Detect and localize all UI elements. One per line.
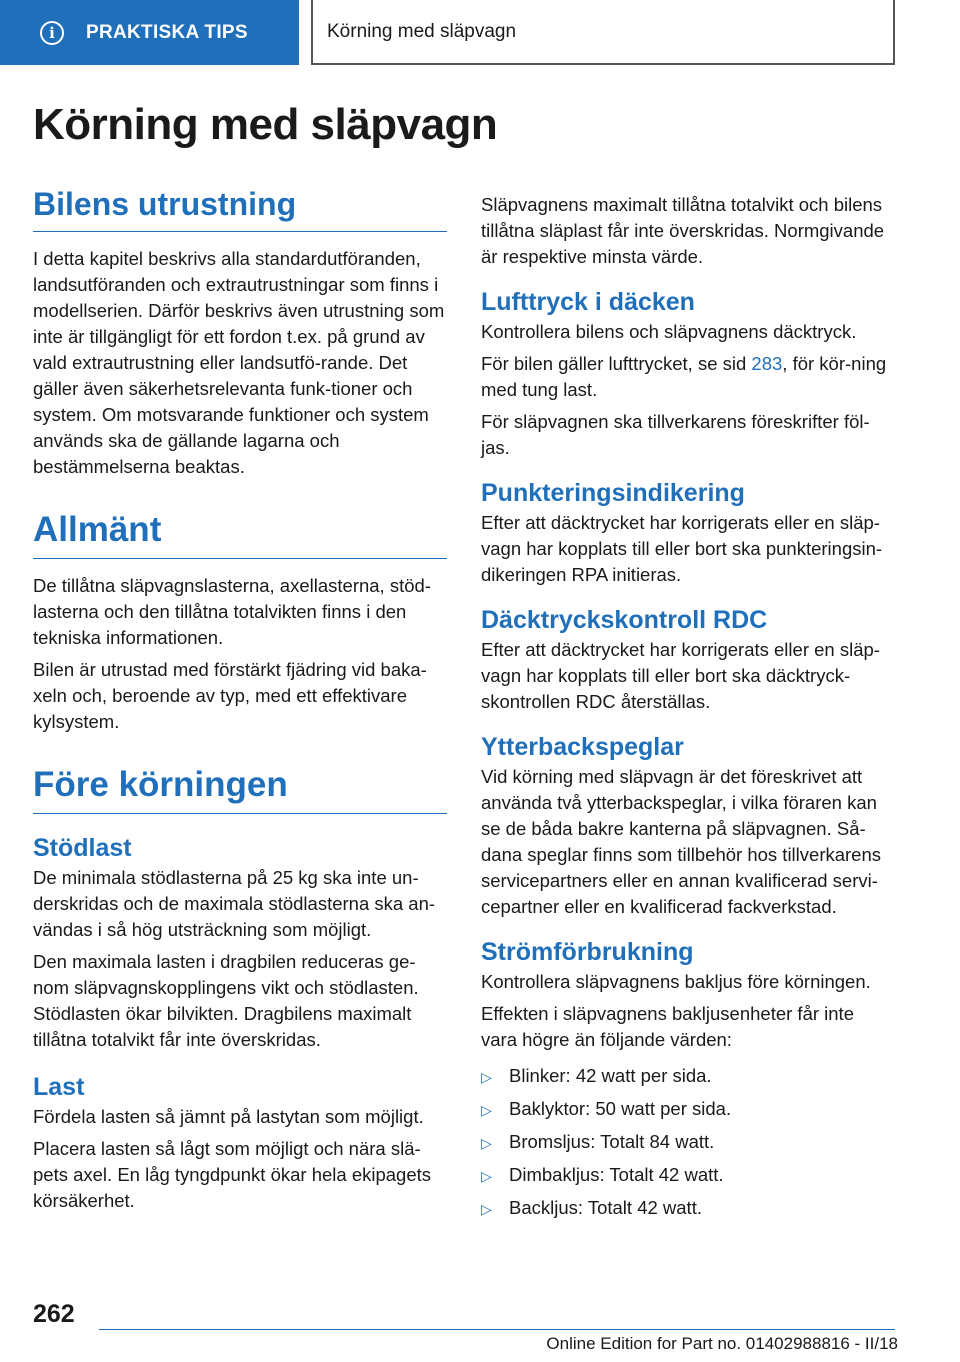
chapter-tab[interactable] xyxy=(0,0,299,65)
paragraph: Effekten i släpvagnens bakljusenheter får inte vara högre än följande värden: xyxy=(481,1003,854,1050)
heading-ytterbackspeglar: Ytterbackspeglar xyxy=(481,733,684,761)
info-icon: i xyxy=(40,21,64,45)
heading-fore-korningen: Före körningen xyxy=(33,765,447,814)
list-item xyxy=(481,1162,895,1189)
left-column xyxy=(33,186,447,1214)
heading-last: Last xyxy=(33,1073,85,1101)
footer-edition: Online Edition for Part no. 01402988816 - II/18 xyxy=(546,1334,898,1353)
heading-stodlast: Stödlast xyxy=(33,834,132,862)
bullet-triangle-icon: ▷ xyxy=(481,1102,492,1118)
section-header-label: Körning med släpvagn xyxy=(327,20,517,42)
list-item xyxy=(481,1063,895,1090)
heading-stromforbrukning: Strömförbrukning xyxy=(481,938,694,966)
right-column xyxy=(481,192,895,1228)
paragraph: Efter att däcktrycket har korrigerats eller en släp-vagn har kopplats till eller bort ska punkteringsin-dikeringen RPA initieras. xyxy=(481,512,883,585)
list-item xyxy=(481,1096,895,1123)
chapter-tab-label: PRAKTISKA TIPS xyxy=(86,21,248,43)
list-item-text: Baklyktor: 50 watt per sida. xyxy=(509,1098,732,1119)
text: , för kör-ning med tung last. xyxy=(481,353,887,400)
section-header xyxy=(311,0,895,65)
list-item xyxy=(481,1129,895,1156)
paragraph: Kontrollera släpvagnens bakljus före körningen. xyxy=(481,971,871,992)
paragraph: Vid körning med släpvagn är det föreskrivet att använda två ytterbackspeglar, i vilka föraren kan se de båda bakre kanterna på släpvagnen. Så-dana speglar finns som tillbehör hos tillverkarens servicepartners eller en annan kvalificerad servi-cepartner eller en kvalificerad fackverkstad. xyxy=(481,766,882,917)
paragraph: Fördela lasten så jämnt på lastytan som möjligt. xyxy=(33,1106,424,1127)
paragraph: Släpvagnens maximalt tillåtna totalvikt och bilens tillåtna släplast får inte överskridas. Normgivande är respektive minsta värde. xyxy=(481,194,885,267)
paragraph: I detta kapitel beskrivs alla standardutföranden, landsutföranden och extrautrustningar som finns i modellserien. Därför beskrivs även utrustning som inte är tillgängligt för ett fordon t.ex. på grund av vald extrautrustning eller landsutfö-rande. Det gäller även säkerhetsrelevanta funk-tioner och system. Om motsvarande funktioner och system används ska de gällande lagarna och bestämmelserna beaktas. xyxy=(33,248,445,477)
paragraph: Kontrollera bilens och släpvagnens däcktryck. xyxy=(481,321,857,342)
list-item-text: Backljus: Totalt 42 watt. xyxy=(509,1197,702,1218)
bullet-triangle-icon: ▷ xyxy=(481,1201,492,1217)
paragraph xyxy=(481,351,895,403)
paragraph: För släpvagnen ska tillverkarens föreskrifter föl-jas. xyxy=(481,411,870,458)
page-title: Körning med släpvagn xyxy=(33,100,498,149)
heading-allmant: Allmänt xyxy=(33,510,447,559)
paragraph: Placera lasten så lågt som möjligt och nära slä-pets axel. En låg tyngdpunkt ökar hela ekipagets körsäkerhet. xyxy=(33,1138,432,1211)
list-item-text: Bromsljus: Totalt 84 watt. xyxy=(509,1131,715,1152)
page-number: 262 xyxy=(33,1300,75,1328)
paragraph: Den maximala lasten i dragbilen reduceras ge-nom släpvagnskopplingens vikt och stödlasten. Stödlasten ökar bilvikten. Dragbilens maximalt tillåtna totalvikt får inte överskridas. xyxy=(33,951,419,1050)
footer-divider xyxy=(99,1329,895,1330)
text: För bilen gäller lufttrycket, se sid xyxy=(481,353,752,374)
heading-lufttryck: Lufttryck i däcken xyxy=(481,288,695,316)
heading-punktering: Punkteringsindikering xyxy=(481,479,745,507)
paragraph: De minimala stödlasterna på 25 kg ska inte un-derskridas och de maximala stödlasterna ska an-vändas i så hög utsträckning som möjligt. xyxy=(33,867,436,940)
bullet-triangle-icon: ▷ xyxy=(481,1168,492,1184)
list-item-text: Dimbakljus: Totalt 42 watt. xyxy=(509,1164,724,1185)
paragraph: Bilen är utrustad med förstärkt fjädring vid baka-xeln och, beroende av typ, med ett effektivare kylsystem. xyxy=(33,659,427,732)
page-link[interactable]: 283 xyxy=(751,353,783,374)
paragraph: Efter att däcktrycket har korrigerats eller en släp-vagn har kopplats till eller bort ska däcktryck-skontrollen RDC återställas. xyxy=(481,639,880,712)
bullet-list xyxy=(481,1063,895,1222)
list-item xyxy=(481,1195,895,1222)
bullet-triangle-icon: ▷ xyxy=(481,1069,492,1085)
heading-rdc: Däcktryckskontroll RDC xyxy=(481,606,768,634)
bullet-triangle-icon: ▷ xyxy=(481,1135,492,1151)
paragraph: De tillåtna släpvagnslasterna, axellasterna, stöd-lasterna och den tillåtna totalvikten finns i den tekniska informationen. xyxy=(33,575,431,648)
list-item-text: Blinker: 42 watt per sida. xyxy=(509,1065,712,1086)
heading-bilens-utrustning: Bilens utrustning xyxy=(33,186,447,232)
